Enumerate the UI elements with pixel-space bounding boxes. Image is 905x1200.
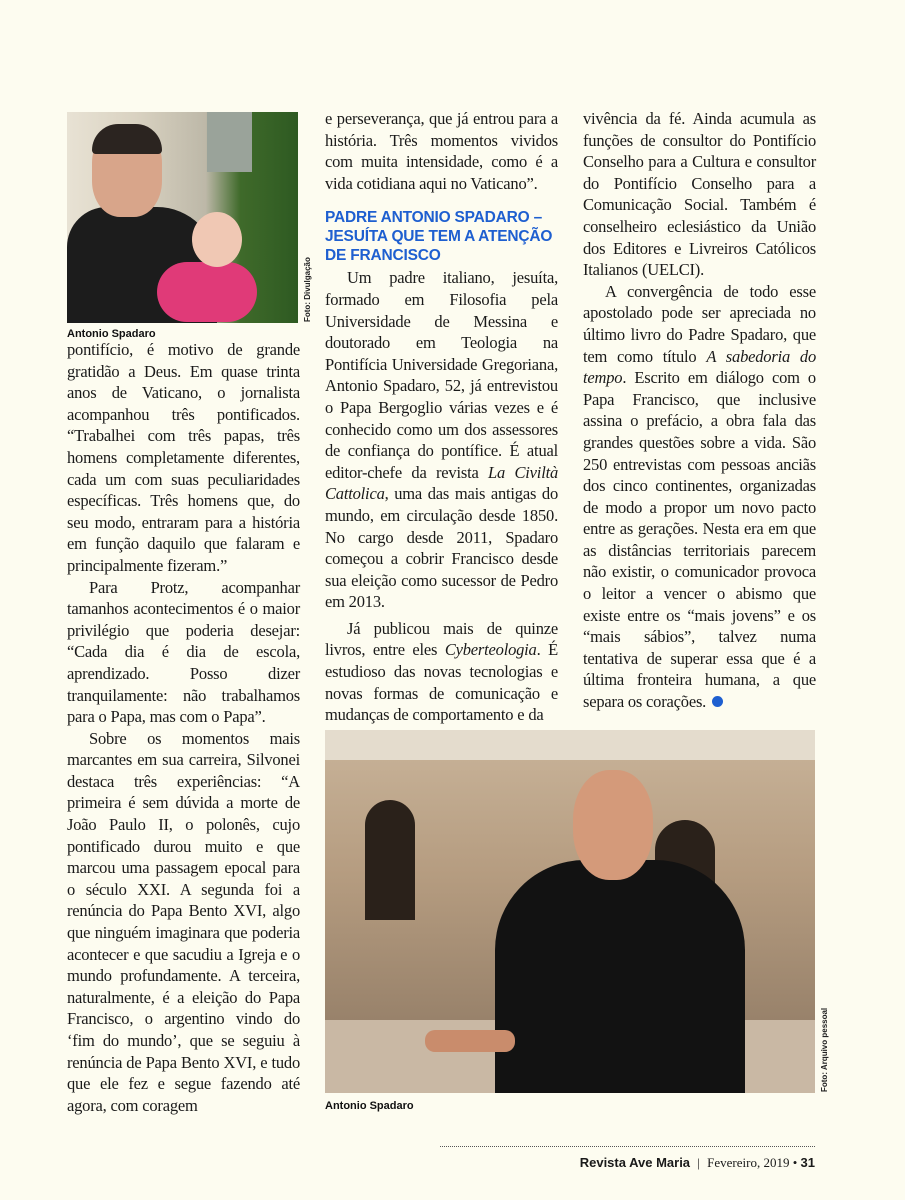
paragraph: Sobre os momentos mais marcantes em sua carreira, Silvonei destaca três experiências: “A primeira é sem dúvida a morte de João Paulo II, o polonês, cujo pontificado durou muito e que marcou uma passagem epocal para o século XXI. A segunda foi a renúncia do Papa Bento XVI, algo que ninguém imaginara que poderia acontecer e que sacudiu a Igreja e o mundo profundamente. A terceira, naturalmente, é a eleição do Papa Francisco, o argentino vindo do ‘fim do mundo’, que se seguiu à renúncia de Papa Bento XVI, e tudo que ele fez e segue fazendo até agora, com coragem [67, 728, 300, 1115]
photo-credit: Foto: Arquivo pessoal [820, 1007, 829, 1092]
photo-spadaro-portrait [325, 730, 815, 1093]
footer-separator: | [697, 1155, 700, 1170]
column-3 [583, 108, 816, 713]
column-2 [325, 108, 558, 726]
end-mark-icon [712, 696, 723, 707]
paragraph: pontifício, é motivo de grande gratidão a Deus. Em quase trinta anos de Vaticano, o jornalista acompanhou três pontificados. “Trabalhei com três papas, três homens completamente diferentes, cada um com suas peculiaridades específicas. Três homens que, do seu modo, entraram para a história em função daquilo que falaram e principalmente fizeram.” [67, 340, 300, 575]
page-footer [580, 1155, 815, 1171]
paragraph: vivência da fé. Ainda acumula as funções de consultor do Pontifício Conselho para a Cultura e consultor do Pontifício Conselho para a Comunicação Social. Também é conselheiro eclesiástico da União dos Editores e Livreiros Católicos Italianos (UELCI). [583, 109, 816, 280]
footer-divider [440, 1146, 815, 1147]
footer-bullet: • [792, 1155, 798, 1170]
paragraph: Já publicou mais de quinze livros, entre eles Cyberteologia. É estudioso das novas tecnologias e novas formas de comunicação e mudanças de comportamento e da [325, 618, 558, 725]
paragraph: Um padre italiano, jesuíta, formado em Filosofia pela Universidade de Messina e doutorado em Teologia na Pontifícia Universidade Gregoriana, Antonio Spadaro, 52, já entrevistou o Papa Bergoglio várias vezes e é conhecido como um dos assessores de confiança do pontífice. É atual editor-chefe da revista La Civiltà Cattolica, uma das mais antigas do mundo, em circulação desde 1850. No cargo desde 2011, Spadaro começou a cobrir Francisco desde sua eleição como sucessor de Pedro em 2013. [325, 268, 559, 612]
paragraph: Para Protz, acompanhar tamanhos acontecimentos é o maior privilégio que poderia desejar: “Cada dia é dia de escola, aprendizado. Posso dizer tranquilamente: não trabalhamos para o Papa, mas com o Papa”. [67, 577, 300, 727]
photo-caption: Antonio Spadaro [67, 328, 156, 340]
photo-credit: Foto: Divulgação [303, 257, 312, 322]
column-1 [67, 339, 300, 1116]
photo-caption: Antonio Spadaro [325, 1100, 414, 1112]
page-number: 31 [800, 1155, 815, 1170]
paragraph: A convergência de todo esse apostolado pode ser apreciada no último livro do Padre Spadaro, que tem como título A sabedoria do tempo. Escrito em diálogo com o Papa Francisco, que inclusive assina o prefácio, a obra fala das grandes questões sobre a vida. São 250 entrevistas com pessoas anciãs dos cinco continentes, organizadas de modo a propor um novo pacto entre as gerações. Nesta era em que as distâncias territoriais parecem não existir, o comunicador provoca o leitor a vencer o abismo que existe entre os “mais jovens” e os “mais sábios”, talvez numa tentativa de superar essa que é a última fronteira humana, a que separa os corações. [583, 281, 816, 712]
photo-spadaro-with-baby [67, 112, 298, 323]
magazine-name: Revista Ave Maria [579, 1155, 691, 1170]
issue-date: Fevereiro, 2019 [707, 1155, 790, 1170]
paragraph: e perseverança, que já entrou para a história. Três momentos vividos com muita intensidade, como é a vida cotidiana aqui no Vaticano”. [325, 109, 558, 193]
section-heading: PADRE ANTONIO SPADARO – JESUÍTA QUE TEM A ATENÇÃO DE FRANCISCO [325, 209, 553, 265]
